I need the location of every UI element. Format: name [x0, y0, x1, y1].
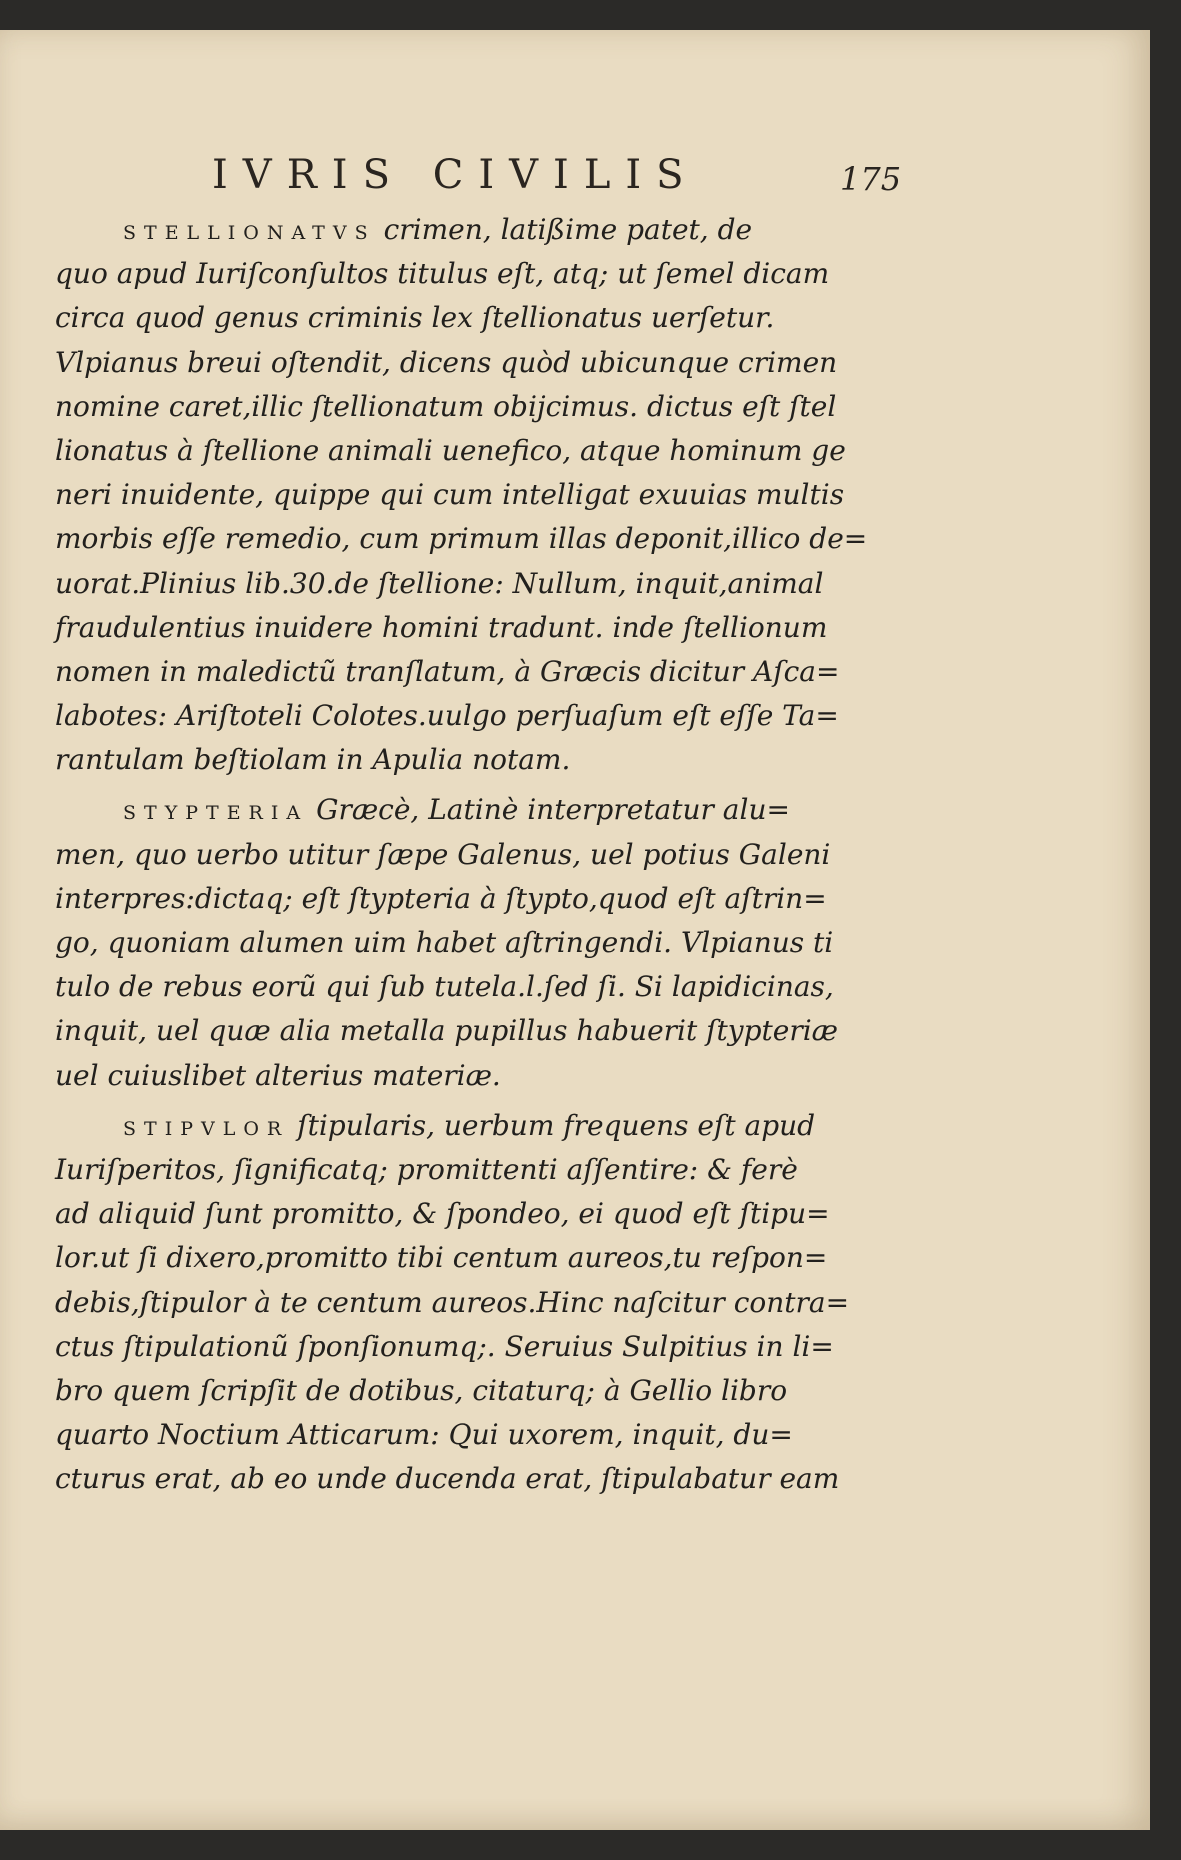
text-line — [55, 1104, 905, 1148]
text-line: lor.ut ſi dixero,promitto tibi centum aureos,tu reſpon= — [55, 1241, 828, 1275]
running-title: IVRIS CIVILIS — [212, 152, 699, 198]
text-line: men, quo uerbo utitur ſæpe Galenus, uel potius Galeni — [55, 837, 831, 871]
text-line: neri inuidente, quippe qui cum intelligat exuuias multis — [55, 478, 845, 512]
text-line: circa quod genus criminis lex ſtellionatus uerſetur. — [55, 301, 775, 335]
text-line: Vlpianus breui oſtendit, dicens quòd ubicunque crimen — [55, 345, 838, 379]
text-line: fraudulentius inuidere homini tradunt. inde ſtellionum — [55, 610, 828, 644]
text-line: Iuriſperitos, ſignificatq; promittenti aſſentire: & ferè — [55, 1152, 798, 1186]
text-line: morbis eſſe remedio, cum primum illas deponit,illico de= — [55, 522, 868, 556]
lemma: STYPTERIA — [123, 802, 309, 825]
text-line: quo apud Iuriſconſultos titulus eſt, atq; ut ſemel dicam — [55, 257, 830, 291]
entry-first-line: crimen, latißime patet, de — [383, 213, 753, 246]
text-line: nomine caret,illic ſtellionatum obijcimus. dictus eſt ſtel — [55, 389, 837, 423]
body-text — [55, 208, 905, 1507]
entry-stipulor — [55, 1104, 905, 1502]
lemma: STELLIONATVS — [123, 222, 376, 244]
entry-first-line: ſtipularis, uerbum frequens eſt apud — [297, 1108, 816, 1142]
entry-stypteria — [55, 788, 905, 1097]
text-line: nomen in maledictũ tranſlatum, à Græcis dicitur Aſca= — [55, 654, 840, 688]
text-line: quarto Noctium Atticarum: Qui uxorem, inquit, du= — [55, 1418, 793, 1452]
text-line: debis,ſtipulor à te centum aureos.Hinc naſcitur contra= — [55, 1285, 850, 1319]
page-number: 175 — [840, 160, 902, 198]
text-line — [55, 208, 905, 252]
entry-stellionatus — [55, 208, 905, 782]
text-line: go, quoniam alumen uim habet aſtringendi. Vlpianus ti — [55, 926, 834, 959]
text-line: ctus ſtipulationũ ſponſionumq;. Seruius Sulpitius in li= — [55, 1329, 834, 1363]
text-line: interpres:dictaq; eſt ſtypteria à ſtypto,quod eſt aſtrin= — [55, 881, 827, 915]
text-line: cturus erat, ab eo unde ducenda erat, ſtipulabatur eam — [55, 1462, 840, 1496]
lemma: STIPVLOR — [123, 1117, 290, 1140]
text-line: bro quem ſcripſit de dotibus, citaturq; à Gellio libro — [55, 1373, 788, 1407]
text-line: uorat.Plinius lib.30.de ſtellione: Nullum, inquit,animal — [55, 566, 824, 600]
text-line — [55, 788, 905, 832]
text-line: ad aliquid ſunt promitto, & ſpondeo, ei quod eſt ſtipu= — [55, 1197, 830, 1231]
text-line: labotes: Ariſtoteli Colotes.uulgo perſuaſum eſt eſſe Ta= — [55, 699, 839, 733]
text-line: tulo de rebus eorũ qui ſub tutela.l.ſed ſi. Si lapidicinas, — [55, 970, 834, 1004]
text-line: inquit, uel quæ alia metalla pupillus habuerit ſtypteriæ — [55, 1014, 838, 1048]
book-page — [0, 30, 1150, 1830]
text-line: uel cuiuslibet alterius materiæ. — [55, 1058, 501, 1092]
entry-first-line: Græcè, Latinè interpretatur alu= — [316, 793, 790, 827]
page-header — [0, 130, 1150, 198]
text-line: lionatus à ſtellione animali uenefico, atque hominum ge — [55, 433, 846, 467]
text-line: rantulam beſtiolam in Apulia notam. — [55, 743, 571, 777]
